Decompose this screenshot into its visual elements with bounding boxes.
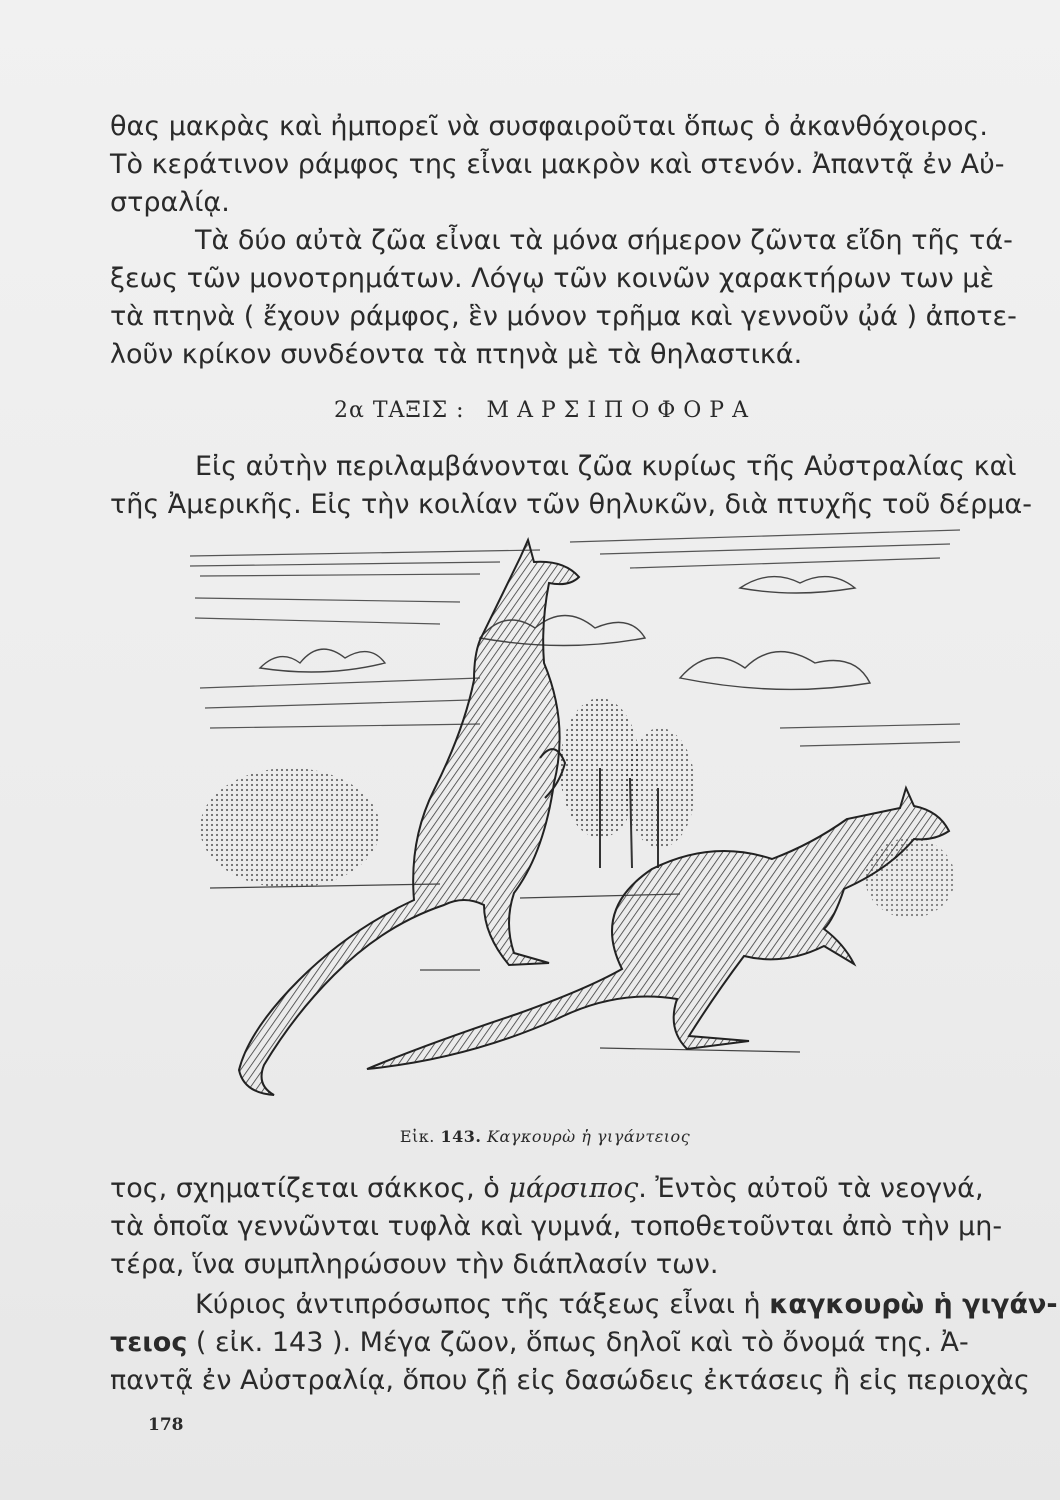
text-line: ξεως τῶν μονοτρημάτων. Λόγῳ τῶν κοινῶν χαρακτήρων των μὲ — [110, 263, 995, 294]
text-fragment: Κύριος ἀντιπρόσωπος τῆς τάξεως εἶναι ἡ — [195, 1289, 770, 1320]
text-line: Εἰς αὐτὴν περιλαμβάνονται ζῶα κυρίως τῆς Αὐστραλίας καὶ — [195, 451, 1017, 482]
text-line: Τὸ κεράτινον ράμφος της εἶναι μακρὸν καὶ στενόν. Ἀπαντᾷ ἐν Αὐ- — [110, 149, 1005, 180]
text-line: στραλίᾳ. — [110, 187, 230, 218]
page-number: 178 — [148, 1415, 184, 1435]
text-line: θας μακρὰς καὶ ἠμπορεῖ νὰ συσφαιροῦται ὅπως ὁ ἀκανθόχοιρος. — [110, 111, 988, 142]
text-line — [110, 1286, 1058, 1324]
section-heading — [110, 398, 980, 423]
section-heading-title: ΜΑΡΣΙΠΟΦΟΡΑ — [486, 398, 756, 423]
paragraph-pouch — [110, 1170, 1003, 1284]
paragraph-giant-kangaroo — [110, 1286, 1058, 1400]
figure-number: 143. — [440, 1127, 482, 1146]
term-kangaroo-cont: τειος — [110, 1327, 188, 1358]
text-line: λοῦν κρίκον συνδέοντα τὰ πτηνὰ μὲ τὰ θηλαστικά. — [110, 339, 803, 370]
figure-caption — [110, 1127, 980, 1146]
text-line: τῆς Ἀμερικῆς. Εἰς τὴν κοιλίαν τῶν θηλυκῶν, διὰ πτυχῆς τοῦ δέρμα- — [110, 489, 1032, 520]
paragraph-marsupials-intro — [110, 448, 1032, 524]
text-line: Τὰ δύο αὐτὰ ζῶα εἶναι τὰ μόνα σήμερον ζῶντα εἴδη τῆς τά- — [195, 225, 1013, 256]
text-fragment: . Ἐντὸς αὐτοῦ τὰ νεογνά, — [638, 1173, 984, 1204]
text-fragment: τος, σχηματίζεται σάκκος, ὁ — [110, 1173, 509, 1204]
text-line: τέρα, ἵνα συμπληρώσουν τὴν διάπλασίν των. — [110, 1249, 719, 1280]
section-heading-prefix: 2α ΤΑΞΙΣ : — [334, 398, 465, 423]
paragraph-echidna-end — [110, 108, 1005, 222]
figure-label: Εἰκ. — [399, 1127, 435, 1146]
clouds — [260, 577, 870, 690]
text-line — [110, 1324, 980, 1362]
text-line: τὰ πτηνὰ ( ἔχουν ράμφος, ἓν μόνον τρῆμα καὶ γεννοῦν ᾠά ) ἀποτε- — [110, 301, 1017, 332]
text-line: παντᾷ ἐν Αὐστραλίᾳ, ὅπου ζῇ εἰς δασώδεις ἐκτάσεις ἢ εἰς περιοχὰς — [110, 1365, 1030, 1396]
term-kangaroo: καγκουρὼ ἡ γιγάν- — [769, 1289, 1058, 1320]
text-fragment: ( εἰκ. 143 ). Μέγα ζῶον, ὅπως δηλοῖ καὶ τὸ ὄνομά της. Ἀ- — [187, 1327, 969, 1358]
paragraph-monotremes — [110, 222, 1017, 374]
text-line: τὰ ὁποῖα γεννῶνται τυφλὰ καὶ γυμνά, τοποθετοῦνται ἀπὸ τὴν μη- — [110, 1211, 1003, 1242]
figure-title: Καγκουρὼ ἡ γιγάντειος — [487, 1127, 691, 1146]
kangaroo-illustration — [180, 528, 980, 1098]
text-line — [110, 1170, 984, 1208]
term-marsupium: μάρσιπος — [508, 1173, 639, 1204]
